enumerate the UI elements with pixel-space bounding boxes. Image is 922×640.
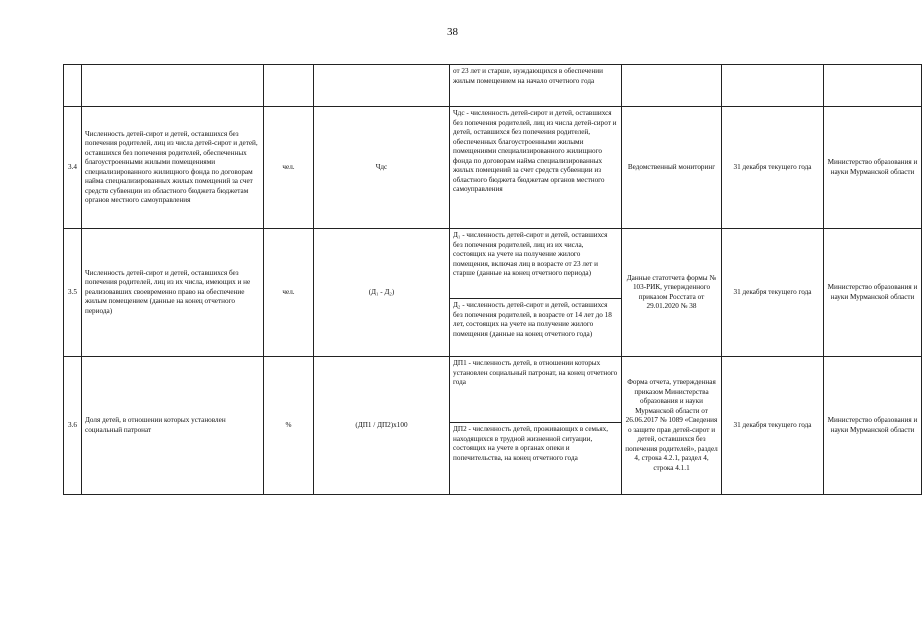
table-row: [64, 229, 922, 299]
table-row: [64, 65, 922, 107]
indicator-definition: ДП2 - численность детей, проживающих в семьях, находящихся в трудной жизненной ситуации, состоящих на учете в органах опеки и попечительства, на конец отчетного года: [450, 423, 622, 495]
row-number: 3.6: [64, 357, 82, 495]
responsible-body: Министерство образования и науки Мурманской области: [824, 107, 922, 229]
indicator-unit: %: [264, 357, 314, 495]
indicator-formula: [314, 65, 450, 107]
responsible-body: Министерство образования и науки Мурманской области: [824, 357, 922, 495]
responsible-body: Министерство образования и науки Мурманской области: [824, 229, 922, 357]
indicator-name: [82, 65, 264, 107]
data-source: Данные статотчета формы № 103-РИК, утвержденного приказом Росстата от 29.01.2020 № 38: [622, 229, 722, 357]
indicator-formula: Чдс: [314, 107, 450, 229]
indicator-formula: (Д₁ - Д₂): [314, 229, 450, 357]
indicator-unit: чел.: [264, 229, 314, 357]
indicator-name: Численность детей-сирот и детей, оставшихся без попечения родителей, лиц из их числа, имеющих и не реализовавших своевременно право на обеспечение жилым помещением (данные на конец отчетного периода): [82, 229, 264, 357]
indicator-definition: от 23 лет и старше, нуждающихся в обеспечении жилым помещением на начало отчетного года: [450, 65, 622, 107]
responsible-body: [824, 65, 922, 107]
indicator-unit: чел.: [264, 107, 314, 229]
page-number: 38: [447, 26, 458, 38]
indicator-formula: (ДП1 / ДП2)х100: [314, 357, 450, 495]
deadline: [722, 65, 824, 107]
row-number: [64, 65, 82, 107]
indicator-definition: Д₁ - численность детей-сирот и детей, оставшихся без попечения родителей, лиц из их числа, состоящих на учете на получение жилого помещения, включая лиц в возрасте от 23 лет и старше (данные на конец отчетного периода): [450, 229, 622, 299]
indicator-definition: Д₂ - численность детей-сирот и детей, оставшихся без попечения родителей, в возрасте от 14 лет до 18 лет, состоящих на учете на получение жилого помещения (данные на конец отчетного года): [450, 299, 622, 357]
data-source: Форма отчета, утвержденная приказом Министерства образования и науки Мурманской области от 26.06.2017 № 1089 «Сведения о защите прав детей-сирот и детей, оставшихся без попечения родителей», раздел 4, строка 4.2.1, раздел 4, строка 4.1.1: [622, 357, 722, 495]
indicator-table: [63, 64, 922, 495]
row-number: 3.5: [64, 229, 82, 357]
deadline: 31 декабря текущего года: [722, 107, 824, 229]
table-row: [64, 107, 922, 229]
indicator-definition: ДП1 - численность детей, в отношении которых установлен социальный патронат, на конец отчетного года: [450, 357, 622, 423]
data-source: [622, 65, 722, 107]
row-number: 3.4: [64, 107, 82, 229]
deadline: 31 декабря текущего года: [722, 357, 824, 495]
data-source: Ведомственный мониторинг: [622, 107, 722, 229]
table-row: [64, 357, 922, 423]
indicator-definition: Чдс - численность детей-сирот и детей, оставшихся без попечения родителей, лиц из числа детей-сирот и детей, оставшихся без попечения родителей, обеспеченных благоустроенными жилыми помещениями специализированного жилищного фонда по договорам найма специализированных жилых помещений за счет средств субвенции из областного бюджета бюджетам органов местного самоуправления: [450, 107, 622, 229]
indicator-name: Доля детей, в отношении которых установлен социальный патронат: [82, 357, 264, 495]
indicator-unit: [264, 65, 314, 107]
indicator-name: Численность детей-сирот и детей, оставшихся без попечения родителей, лиц из числа детей-сирот и детей, оставшихся без попечения родителей, обеспеченных благоустроенными жилыми помещениями специализированного жилищного фонда по договорам найма специализированных жилых помещений за счет средств субвенции из областного бюджета бюджетам органов местного самоуправления: [82, 107, 264, 229]
deadline: 31 декабря текущего года: [722, 229, 824, 357]
